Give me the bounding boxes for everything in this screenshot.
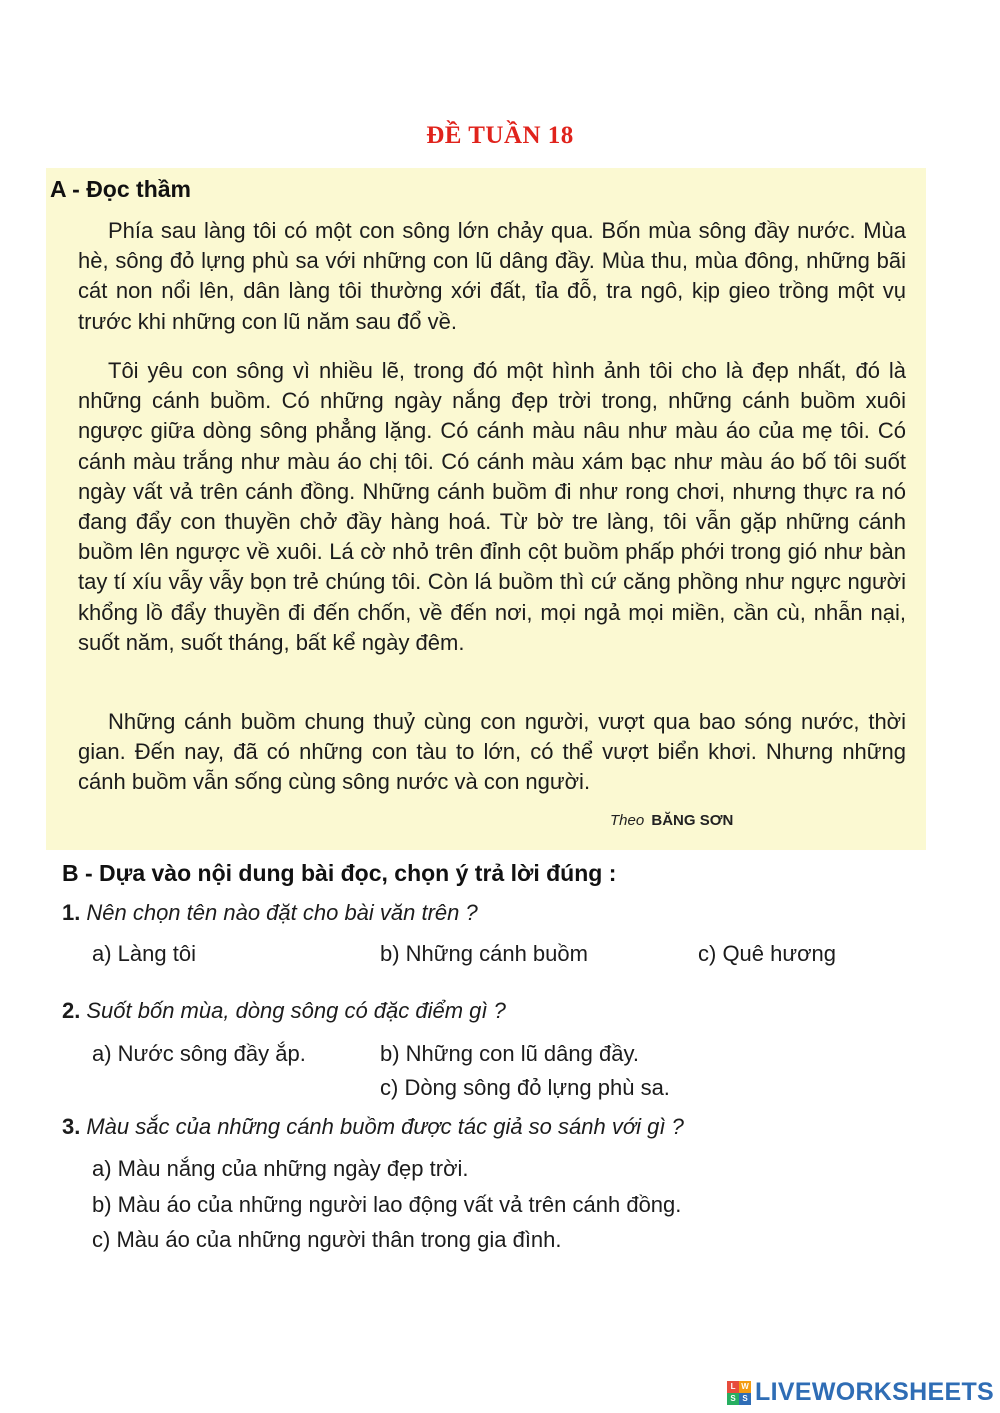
liveworksheets-logo-icon: L W S S bbox=[727, 1381, 751, 1405]
question-3-option-b[interactable]: b) Màu áo của những người lao động vất vả trên cánh đồng. bbox=[92, 1192, 682, 1217]
question-2-text: Suốt bốn mùa, dòng sông có đặc điểm gì ? bbox=[86, 998, 506, 1023]
passage-source bbox=[610, 812, 733, 829]
question-3-option-c[interactable]: c) Màu áo của những người thân trong gia đình. bbox=[92, 1227, 562, 1252]
question-3 bbox=[62, 1114, 684, 1140]
question-1-option-c[interactable]: c) Quê hương bbox=[698, 941, 836, 966]
question-1-text: Nên chọn tên nào đặt cho bài văn trên ? bbox=[86, 900, 478, 925]
reading-passage bbox=[46, 168, 926, 850]
question-2 bbox=[62, 998, 506, 1024]
question-3-number: 3. bbox=[62, 1114, 81, 1139]
question-1 bbox=[62, 900, 478, 926]
source-author: BĂNG SƠN bbox=[651, 812, 734, 829]
passage-paragraph-1: Phía sau làng tôi có một con sông lớn chảy qua. Bốn mùa sông đầy nước. Mùa hè, sông đỏ lựng phù sa với những con lũ dâng đầy. Mùa thu, mùa đông, những bãi cát non nổi lên, dân làng tôi thường xới đất, tỉa đỗ, tra ngô, kịp gieo trồng một vụ trước khi những con lũ năm sau đổ về. bbox=[78, 218, 906, 334]
section-a-heading: A - Đọc thầm bbox=[50, 176, 191, 202]
question-3-text: Màu sắc của những cánh buồm được tác giả so sánh với gì ? bbox=[86, 1114, 684, 1139]
liveworksheets-logo[interactable] bbox=[727, 1378, 994, 1407]
question-2-number: 2. bbox=[62, 998, 81, 1023]
liveworksheets-logo-text: LIVEWORKSHEETS bbox=[755, 1378, 994, 1406]
question-1-option-b[interactable]: b) Những cánh buồm bbox=[380, 941, 588, 966]
question-1-option-a[interactable]: a) Làng tôi bbox=[92, 941, 196, 966]
source-prefix: Theo bbox=[610, 812, 645, 829]
question-2-option-c[interactable]: c) Dòng sông đỏ lựng phù sa. bbox=[380, 1075, 670, 1100]
passage-paragraph-2: Tôi yêu con sông vì nhiều lẽ, trong đó một hình ảnh tôi cho là đẹp nhất, đó là những cánh buồm. Có những ngày nắng đẹp trời trong, những cánh buồm xuôi ngược giữa dòng sông phẳng lặng. Có cánh màu nâu như màu áo của mẹ tôi. Có cánh màu trắng như màu áo chị tôi. Có cánh màu xám bạc như màu áo bố tôi suốt ngày vất vả trên cánh đồng. Những cánh buồm đi như rong chơi, nhưng thực ra nó đang đẩy con thuyền chở đầy hàng hoá. Từ bờ tre làng, tôi vẫn gặp những cánh buồm lên ngược về xuôi. Lá cờ nhỏ trên đỉnh cột buồm phấp phới trong gió như bàn tay tí xíu vẫy vẫy bọn trẻ chúng tôi. Còn lá buồm thì cứ căng phồng như ngực người khổng lồ đẩy thuyền đi đến chốn, về đến nơi, mọi ngả mọi miền, cần cù, nhẫn nại, suốt năm, suốt tháng, bất kể ngày đêm. bbox=[78, 358, 906, 655]
passage-paragraph-3: Những cánh buồm chung thuỷ cùng con người, vượt qua bao sóng nước, thời gian. Đến nay, đã có những con tàu to lớn, có thể vượt biển khơi. Nhưng những cánh buồm vẫn sống cùng sông nước và con người. bbox=[78, 709, 906, 795]
section-b-heading: B - Dựa vào nội dung bài đọc, chọn ý trả lời đúng : bbox=[62, 860, 617, 886]
question-2-option-b[interactable]: b) Những con lũ dâng đầy. bbox=[380, 1041, 639, 1066]
question-3-option-a[interactable]: a) Màu nắng của những ngày đẹp trời. bbox=[92, 1156, 469, 1181]
question-1-number: 1. bbox=[62, 900, 81, 925]
question-2-option-a[interactable]: a) Nước sông đầy ắp. bbox=[92, 1041, 306, 1066]
worksheet-title: ĐỀ TUẦN 18 bbox=[426, 122, 574, 149]
